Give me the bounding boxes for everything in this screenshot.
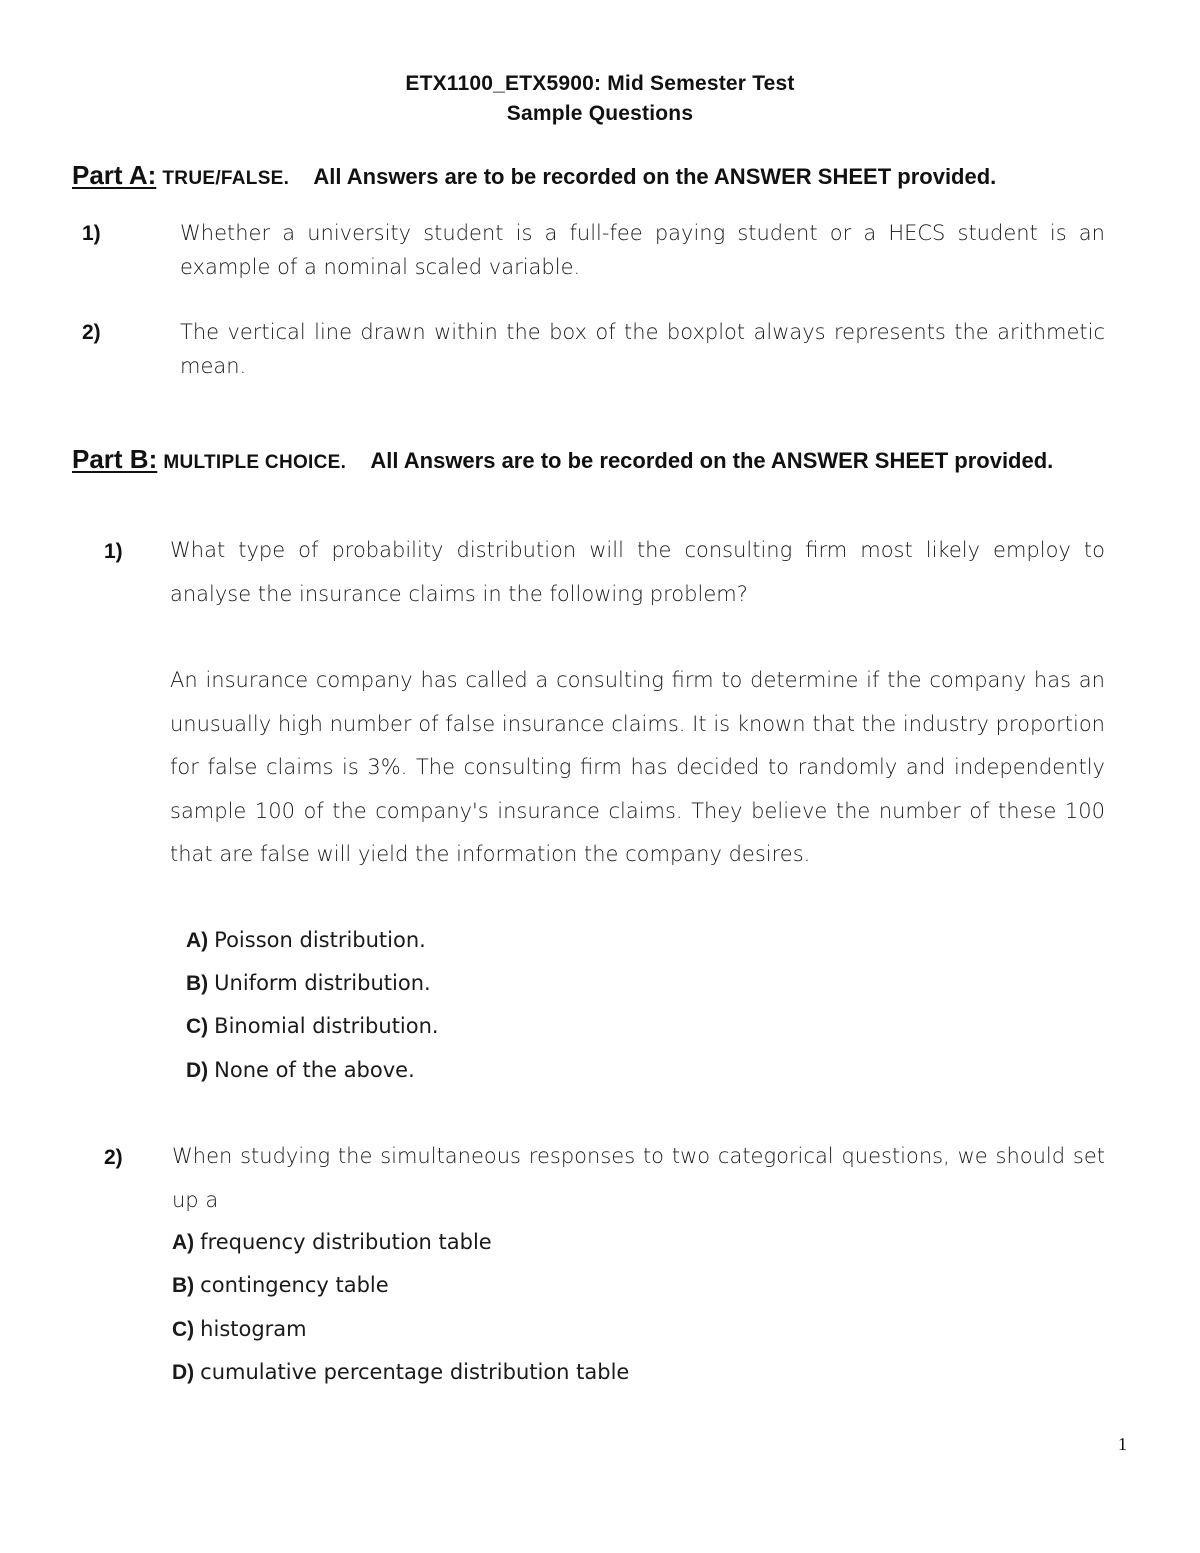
part-b-heading [72, 444, 1053, 475]
option-letter: D) [186, 1059, 209, 1082]
part-a-q2-text: The vertical line drawn within the box of the boxplot always represents the arithmetic mean. [180, 320, 1105, 378]
option-letter: C) [172, 1318, 195, 1341]
part-b-q2-number: 2) [104, 1146, 123, 1169]
part-a-q1-number: 1) [82, 222, 101, 245]
part-b-q2-option-c [172, 1308, 307, 1352]
part-a-type: TRUE/FALSE. [162, 168, 290, 189]
option-text: None of the above. [214, 1058, 415, 1082]
part-b-q2-text: When studying the simultaneous responses to two categorical questions, we should set up a [172, 1144, 1105, 1212]
part-b-q1-option-d [186, 1049, 415, 1093]
option-text: Poisson distribution. [214, 928, 426, 952]
option-text: contingency table [200, 1273, 389, 1297]
option-text: Uniform distribution. [214, 971, 431, 995]
part-a-q1-text: Whether a university student is a full-fee paying student or a HECS student is an example of a nominal scaled variable. [180, 221, 1105, 279]
option-letter: C) [186, 1015, 209, 1038]
option-letter: A) [172, 1231, 195, 1254]
option-text: cumulative percentage distribution table [200, 1360, 630, 1384]
part-b-q2-option-d [172, 1351, 629, 1395]
option-text: Binomial distribution. [214, 1014, 439, 1038]
part-b-q1-option-b [186, 962, 431, 1006]
option-letter: B) [186, 972, 209, 995]
part-a-heading [72, 160, 996, 191]
option-letter: D) [172, 1361, 195, 1384]
part-a-instruction: All Answers are to be recorded on the ANSWER SHEET provided. [313, 164, 997, 189]
part-b-type: MULTIPLE CHOICE. [163, 452, 347, 473]
option-text: histogram [200, 1317, 307, 1341]
part-b-q1-number: 1) [104, 540, 123, 563]
part-b-label: Part B: [72, 444, 158, 474]
option-letter: A) [186, 929, 209, 952]
part-a-q2-number: 2) [82, 321, 101, 344]
part-b-instruction: All Answers are to be recorded on the ANSWER SHEET provided. [370, 448, 1054, 473]
document-title: ETX1100_ETX5900: Mid Semester Test [405, 72, 795, 95]
part-b-q2-option-a [172, 1221, 492, 1265]
part-a-label: Part A: [72, 160, 157, 190]
option-text: frequency distribution table [200, 1230, 492, 1254]
part-b-q1-option-c [186, 1005, 439, 1049]
part-b-q1-scenario: An insurance company has called a consulting firm to determine if the company has an unusually high number of false insurance claims. It is known that the industry proportion for false claims is 3%. The consulting firm has decided to randomly and independently sample 100 of the company's insurance claims. They believe the number of these 100 that are false will yield the information the company desires. [170, 668, 1105, 866]
part-b-q2-option-b [172, 1264, 389, 1308]
part-b-q1-text: What type of probability distribution will the consulting firm most likely employ to analyse the insurance claims in the following problem? [170, 538, 1105, 606]
option-letter: B) [172, 1274, 195, 1297]
part-b-q1-option-a [186, 919, 426, 963]
page-number: 1 [1118, 1434, 1127, 1454]
document-subtitle: Sample Questions [506, 102, 694, 125]
